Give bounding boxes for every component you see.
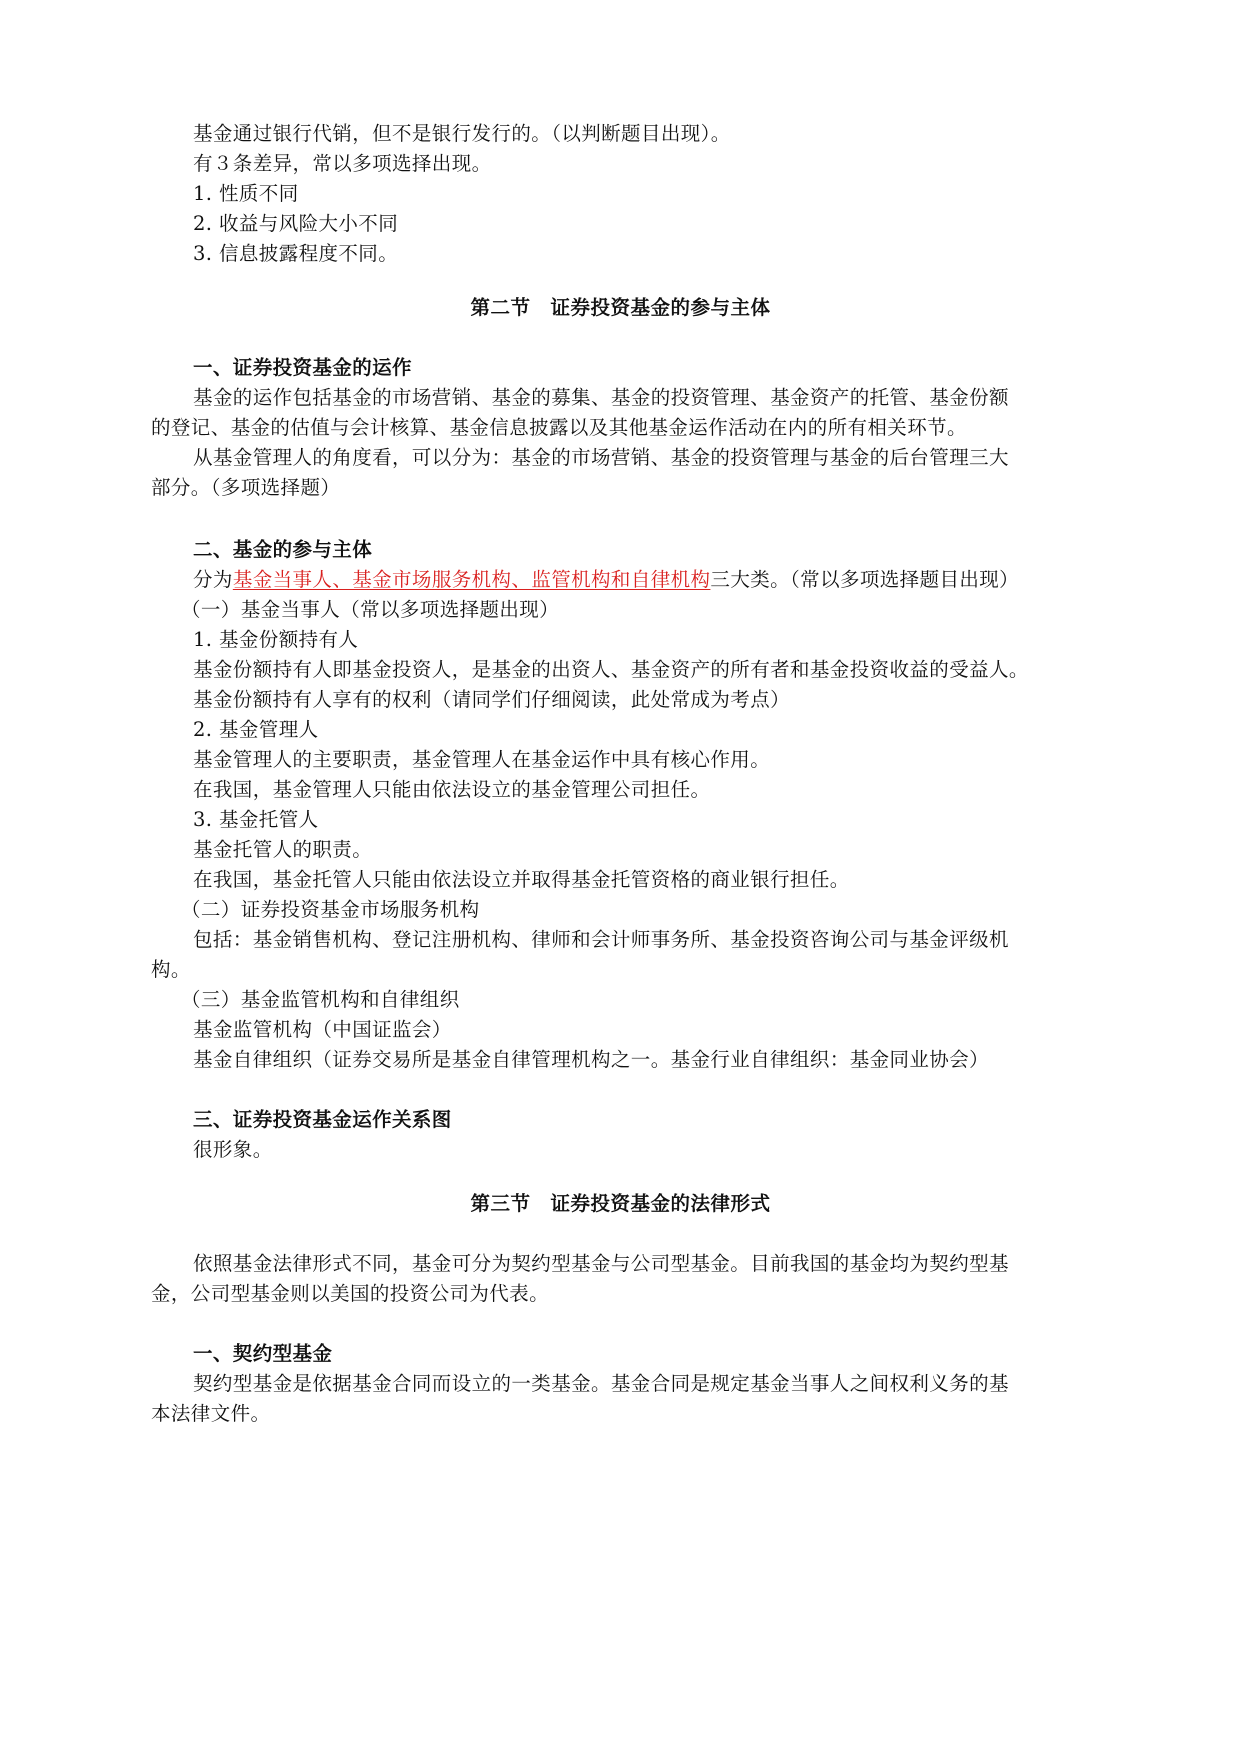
text-line: 基金托管人的职责。	[193, 838, 373, 861]
text-fragment: 三大类。（常以多项选择题目出现）	[710, 568, 1020, 591]
text-line: 的登记、基金的估值与会计核算、基金信息披露以及其他基金运作活动在内的所有相关环节。	[151, 416, 967, 439]
text-line: 很形象。	[193, 1138, 273, 1161]
text-line: 基金通过银行代销，但不是银行发行的。（以判断题目出现）。	[193, 122, 731, 145]
text-line	[193, 568, 1019, 592]
text-line: 在我国，基金管理人只能由依法设立的基金管理公司担任。	[193, 778, 711, 801]
text-line: 依照基金法律形式不同，基金可分为契约型基金与公司型基金。目前我国的基金均为契约型基	[193, 1252, 1009, 1275]
list-item: 1. 性质不同	[193, 182, 299, 205]
list-item: 3. 信息披露程度不同。	[193, 242, 399, 265]
text-line: （三）基金监管机构和自律组织	[181, 988, 460, 1011]
text-line: 包括：基金销售机构、登记注册机构、律师和会计师事务所、基金投资咨询公司与基金评级机	[193, 928, 1009, 951]
text-line: 基金份额持有人享有的权利（请同学们仔细阅读，此处常成为考点）	[193, 688, 791, 711]
subsection-heading: 一、证券投资基金的运作	[193, 356, 412, 379]
text-line: 金，公司型基金则以美国的投资公司为代表。	[151, 1282, 550, 1305]
text-fragment: 分为	[193, 568, 233, 591]
text-line: 基金自律组织（证券交易所是基金自律管理机构之一。基金行业自律组织：基金同业协会）	[193, 1048, 990, 1071]
subsection-heading: 二、基金的参与主体	[193, 538, 373, 561]
list-item: 2. 基金管理人	[193, 718, 319, 741]
text-line: 契约型基金是依据基金合同而设立的一类基金。基金合同是规定基金当事人之间权利义务的基	[193, 1372, 1009, 1395]
highlighted-text: 基金当事人、基金市场服务机构、监管机构和自律机构	[232, 568, 711, 591]
section-title: 第三节 证券投资基金的法律形式	[470, 1192, 771, 1215]
text-line: 在我国，基金托管人只能由依法设立并取得基金托管资格的商业银行担任。	[193, 868, 850, 891]
text-line: 有３条差异，常以多项选择出现。	[193, 152, 492, 175]
text-line: 基金份额持有人即基金投资人，是基金的出资人、基金资产的所有者和基金投资收益的受益人。	[193, 658, 1029, 681]
list-item: 2. 收益与风险大小不同	[193, 212, 399, 235]
section-title: 第二节 证券投资基金的参与主体	[470, 296, 771, 319]
text-line: （二）证券投资基金市场服务机构	[181, 898, 480, 921]
text-line: 本法律文件。	[151, 1402, 271, 1425]
text-line: 基金管理人的主要职责，基金管理人在基金运作中具有核心作用。	[193, 748, 771, 771]
text-line: 基金的运作包括基金的市场营销、基金的募集、基金的投资管理、基金资产的托管、基金份额	[193, 386, 1009, 409]
text-line: 从基金管理人的角度看，可以分为：基金的市场营销、基金的投资管理与基金的后台管理三大	[193, 446, 1009, 469]
text-line: 构。	[151, 958, 191, 981]
subsection-heading: 一、契约型基金	[193, 1342, 333, 1365]
text-line: 部分。（多项选择题）	[151, 476, 341, 499]
list-item: 3. 基金托管人	[193, 808, 319, 831]
list-item: 1. 基金份额持有人	[193, 628, 359, 651]
subsection-heading: 三、证券投资基金运作关系图	[193, 1108, 452, 1131]
text-line: 基金监管机构（中国证监会）	[193, 1018, 452, 1041]
text-line: （一）基金当事人（常以多项选择题出现）	[181, 598, 560, 621]
